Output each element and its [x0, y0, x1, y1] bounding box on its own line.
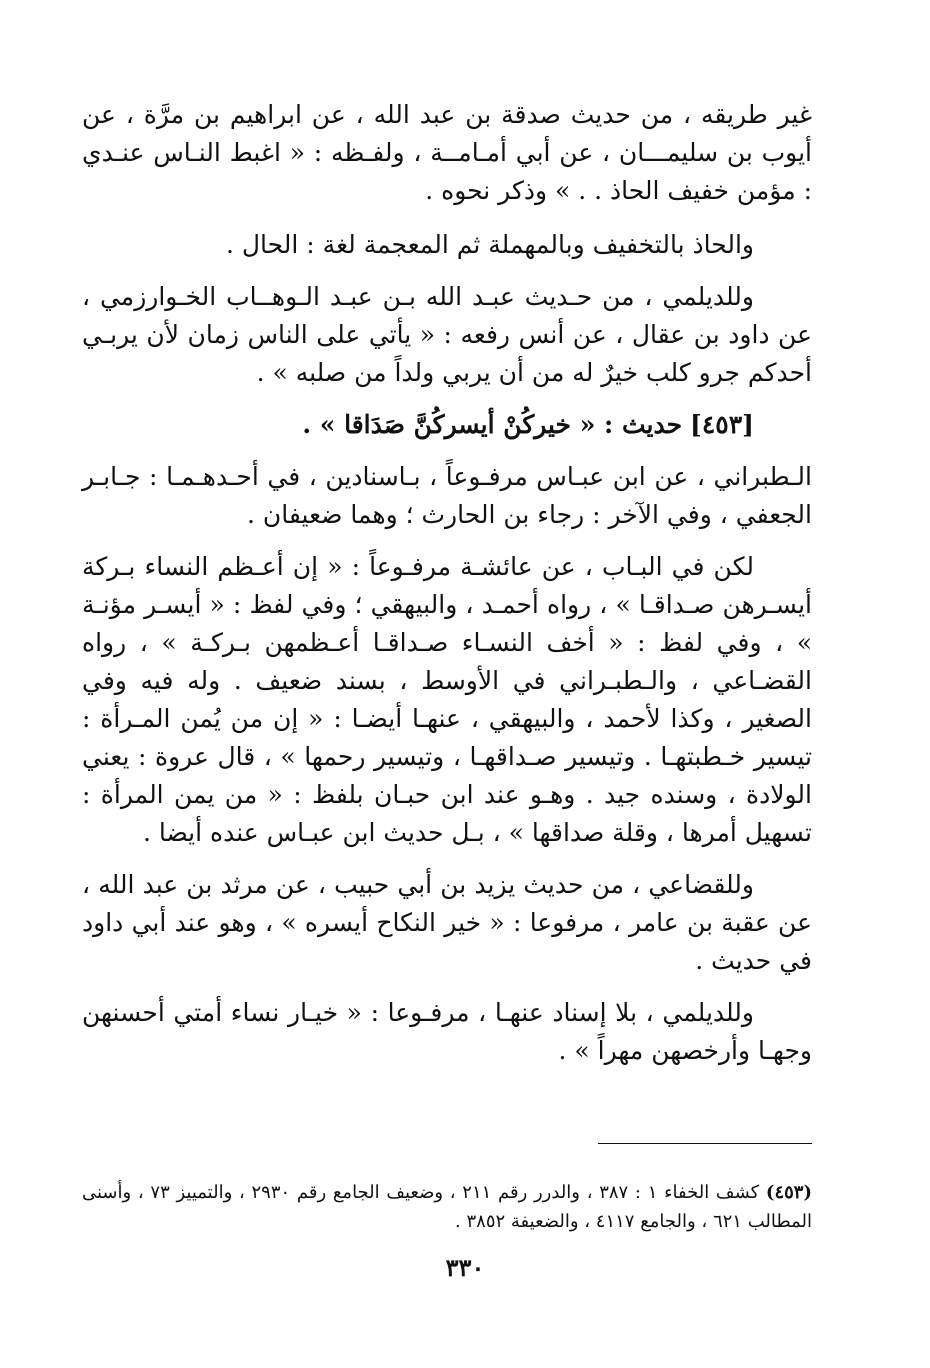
paragraph-2: والحاذ بالتخفيف وبالمهملة ثم المعجمة لغة : الحال . [225, 230, 754, 259]
hadith-title: حديث : « خيركُنْ أيسركُنَّ صَدَاقا » . [302, 410, 683, 439]
hadith-entry [82, 406, 812, 444]
paragraph-4: الـطبراني ، عن ابن عبـاس مرفـوعاً ، بـاسنادين ، في أحـدهـمـا : جـابـر الجعفي ، وفي الآخر : رجاء بن الحارث ؛ وهما ضعيفان . [82, 462, 812, 529]
footnote-text: كشف الخفاء ١ : ٣٨٧ ، والدرر رقم ٢١١ ، وضعيف الجامع رقم ٢٩٣٠ ، والتمييز ٧٣ ، وأسنى المطالب ٦٢١ ، والجامع ٤١١٧ ، والضعيفة ٣٨٥٢ . [82, 1182, 812, 1232]
footnote [82, 1178, 812, 1236]
paragraph-5: لكن في البـاب ، عن عائشـة مرفـوعاً : « إن أعـظم النساء بـركة أيسـرهن صـداقـا » ، رواه أحمـد ، والبيهقي ؛ وفي لفظ : « أيسـر مؤنـة » ، وفي لفظ : « أخف النسـاء صـداقـا أعـظمهن بـركـة » ، رواه القضـاعي ، والـطبـراني في الأوسط ، بسند ضعيف . وله فيه وفي الصغير ، وكذا لأحمد ، والبيهقي ، عنهـا أيضـا : « إن من يُمن المـرأة : تيسير خـطبتهـا . وتيسير صـداقهـا ، وتيسير رحمها » ، قال عروة : يعني الولادة ، وسنده جيد . وهـو عند ابن حبـان بلفظ : « من يمن المرأة : تسهيل أمرها ، وقلة صداقها » ، بـل حديث ابن عبـاس عنده أيضا . [82, 552, 812, 847]
footnote-number: (٤٥٣) [765, 1182, 812, 1203]
page-number: ٣٣٠ [445, 1253, 485, 1282]
paragraph-6: وللقضاعي ، من حديث يزيد بن أبي حبيب ، عن مرثد بن عبد الله ، عن عقبة بن عامر ، مرفوعا : « خير النكاح أيسره » ، وهو عند أبي داود في حديث . [82, 870, 812, 975]
paragraph-7: وللديلمي ، بلا إسناد عنهـا ، مرفـوعا : « خيـار نساء أمتي أحسنهن وجهـا وأرخصهن مهراً » . [82, 998, 812, 1065]
paragraph-1: غير طريقه ، من حديث صدقة بن عبد الله ، عن ابراهيم بن مرَّة ، عن أيوب بن سليمـــان ، عن أبي أمـامــة ، ولفـظه : « اغبط النـاس عنـدي : مؤمن خفيف الحاذ . . » وذكر نحوه . [82, 100, 812, 205]
footnote-separator [598, 1143, 812, 1144]
hadith-number: [٤٥٣] [690, 410, 754, 439]
paragraph-3: وللديلمي ، من حـديث عبـد الله بـن عبـد الـوهــاب الخـوارزمي ، عن داود بن عقال ، عن أنس رفعه : « يأتي على الناس زمان لأن يربـي أحدكم جرو كلب خيرٌ له من أن يربي ولداً من صلبه » . [82, 282, 812, 387]
main-text [82, 96, 812, 1086]
